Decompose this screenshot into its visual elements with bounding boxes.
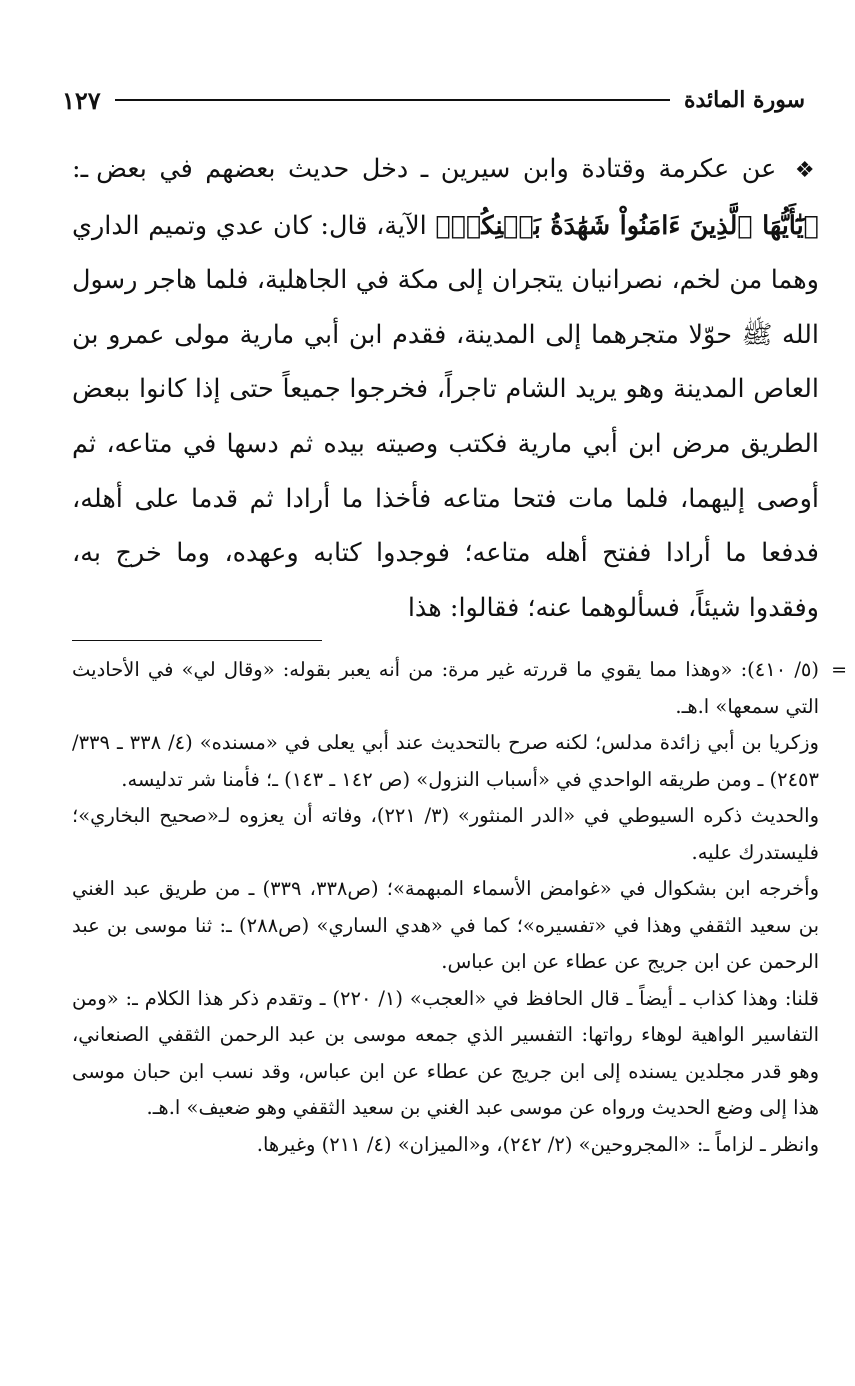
- footnote-divider: [72, 640, 322, 641]
- main-paragraph: [72, 142, 819, 635]
- footnotes: [72, 652, 847, 1163]
- footnote-paragraph-1: [72, 652, 847, 725]
- main-line-8: ما أرادا ثم قدما على أهله، فدفعا ما أرادا ففتح أهله متاعه؛ فوجدوا: [72, 483, 819, 569]
- main-line-2-post: الآية، قال: كان عدي وتميم: [148, 210, 427, 241]
- quran-verse: ﴿يَٰٓأَيُّهَا ٱلَّذِينَ ءَامَنُواْ شَهَٰدَةُ بَيۡنِكُمۡ﴾: [435, 210, 819, 241]
- footnote-paragraph-5: قلنا: وهذا كذاب ـ أيضاً ـ قال الحافظ في «العجب» (١/ ٢٢٠) ـ وتقدم ذكر هذا الكلام ـ: «ومن التفاسير الواهية لوهاء رواتها: التفسير الذي جمعه موسى بن عبد الرحمن الثقفي الصنعاني، وهو قدر مجلدين يسنده إلى ابن جريج عن عطاء عن ابن عباس، وقد نسب ابن حبان موسى هذا إلى وضع الحديث ورواه عن موسى عبد الغني بن سعيد الثقفي وهو ضعيف» ا.هـ.: [72, 986, 819, 1119]
- bullet-icon: ❖: [794, 158, 820, 183]
- main-text: [72, 142, 819, 635]
- main-line-3: الداري وهما من لخم، نصرانيان يتجران إلى مكة في الجاهلية، فلما: [72, 210, 819, 296]
- page-header: [62, 80, 805, 120]
- footnote-paragraph-4: وأخرجه ابن بشكوال في «غوامض الأسماء المبهمة»؛ (ص٣٣٨، ٣٣٩) ـ من طريق عبد الغني بن سعيد الثقفي وهذا في «تفسيره»؛ كما في «هدي الساري» (ص٢٨٨) ـ: ثنا موسى بن عبد الرحمن عن ابن جريج عن عطاء عن ابن عباس.: [72, 877, 819, 973]
- main-line-1: عن عكرمة وقتادة وابن سيرين ـ دخل حديث بعضهم في: [159, 154, 777, 184]
- footnote-paragraph-6: وانظر ـ لزاماً ـ: «المجروحين» (٢/ ٢٤٢)، و«الميزان» (٤/ ٢١١) وغيرها.: [256, 1132, 819, 1156]
- footnote-text-1: (٥/ ٤١٠): «وهذا مما يقوي ما قررته غير مرة: من أنه يعبر بقوله: «وقال لي» في الأحاديث التي سمعها» ا.هـ.: [72, 658, 819, 718]
- footnote-paragraph-3: والحديث ذكره السيوطي في «الدر المنثور» (٣/ ٢٢١)، وفاته أن يعزوه لـ«صحيح البخاري»؛ فليستدرك عليه.: [72, 804, 819, 864]
- main-line-2-pre: بعض ـ:: [72, 154, 147, 184]
- continuation-mark: =: [831, 659, 847, 681]
- main-line-4: هاجر رسول الله ﷺ حوّلا متجرهما إلى المدينة، فقدم ابن أبي مارية: [72, 265, 820, 350]
- main-line-5: مولى عمرو بن العاص المدينة وهو يريد الشام تاجراً، فخرجوا جميعاً: [72, 319, 819, 405]
- footnote-paragraph-2: وزكريا بن أبي زائدة مدلس؛ لكنه صرح بالتحديث عند أبي يعلى في «مسنده» (٤/ ٣٣٨ ـ ٣٣٩/ ٢٤٥٣) ـ ومن طريقه الواحدي في «أسباب النزول» (ص ١٤٢ ـ ١٤٣) ـ؛ فأمنا شر تدليسه.: [72, 731, 819, 791]
- surah-title: سورة المائدة: [683, 87, 805, 113]
- main-line-7: ثم دسها في متاعه، ثم أوصى إليهما، فلما مات فتحا متاعه فأخذا: [72, 428, 819, 514]
- main-line-6: حتى إذا كانوا ببعض الطريق مرض ابن أبي مارية فكتب وصيته بيده: [72, 374, 819, 459]
- main-line-9: كتابه وعهده، وما خرج به، وفقدوا شيئاً، فسألوهما عنه؛ فقالوا: هذا: [72, 538, 819, 623]
- page-number: ١٢٧: [62, 85, 101, 115]
- header-rule: [115, 99, 670, 101]
